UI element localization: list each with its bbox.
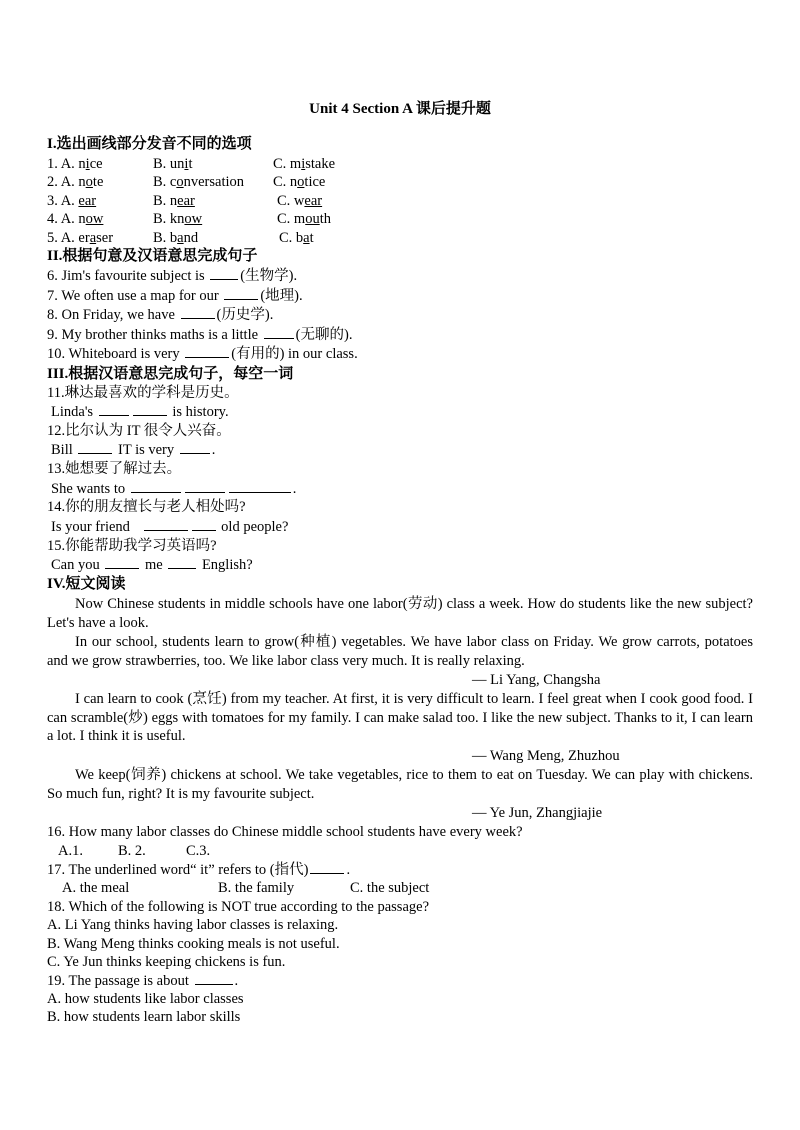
q5-option-c[interactable]: C. bat [279, 230, 314, 246]
question-17-option-a[interactable]: A. the meal [62, 880, 130, 896]
answer-blank[interactable] [210, 267, 238, 280]
answer-blank[interactable] [99, 403, 129, 416]
passage-signature-3: — Ye Jun, Zhangjiajie [472, 805, 603, 821]
passage-signature-2: — Wang Meng, Zhuzhou [472, 748, 620, 764]
question-13: She wants to . [51, 481, 297, 497]
question-12: Bill IT is very . [51, 442, 216, 458]
question-10: 10. Whiteboard is very (有用的) in our class. [47, 346, 358, 362]
q1-option-a[interactable]: 1. A. nice [47, 156, 103, 172]
q2-option-b[interactable]: B. conversation [153, 174, 245, 190]
q3-option-c[interactable]: C. wear [277, 193, 323, 209]
q1-option-c[interactable]: C. mistake [273, 156, 336, 172]
q4-option-b[interactable]: B. know [153, 211, 203, 227]
passage-paragraph-3: I can learn to cook (烹饪) from my teacher. At first, it is very difficult to learn. I feel great when I cook good food. I can scramble(炒) eggs with tomatoes for my family. I can make salad too. I like the new subject. Thanks to it, I can learn a lot. I think it is useful. [47, 691, 753, 744]
section-4-heading: IV.短文阅读 [47, 576, 126, 592]
section-3-heading: III.根据汉语意思完成句子，每空一词 [47, 366, 294, 382]
question-17-option-b[interactable]: B. the family [218, 880, 295, 896]
question-17-option-c[interactable]: C. the subject [350, 880, 430, 896]
answer-blank[interactable] [105, 556, 139, 569]
answer-blank[interactable] [224, 287, 258, 300]
question-19-option-b[interactable]: B. how students learn labor skills [47, 1009, 241, 1025]
answer-blank[interactable] [264, 326, 294, 339]
answer-blank[interactable] [185, 345, 229, 358]
question-19: 19. The passage is about . [47, 973, 239, 989]
passage-paragraph-1: Now Chinese students in middle schools have one labor(劳动) class a week. How do students like the new subject? Let's have a look. [47, 596, 753, 631]
question-16-option-b[interactable]: B. 2. [118, 843, 146, 859]
question-14: Is your friend old people? [51, 519, 289, 535]
answer-blank[interactable] [133, 403, 167, 416]
answer-blank[interactable] [310, 861, 344, 874]
question-18: 18. Which of the following is NOT true according to the passage? [47, 899, 430, 915]
answer-blank[interactable] [180, 441, 210, 454]
section-2-heading: II.根据句意及汉语意思完成句子 [47, 248, 258, 264]
question-6: 6. Jim's favourite subject is (生物学). [47, 268, 298, 284]
question-13-chinese: 13.她想要了解过去。 [47, 461, 182, 477]
question-7: 7. We often use a map for our (地理). [47, 288, 303, 304]
question-9: 9. My brother thinks maths is a little (无聊的). [47, 327, 353, 343]
answer-blank[interactable] [78, 441, 112, 454]
question-17: 17. The underlined word“ it” refers to (指代) . [47, 862, 351, 878]
answer-blank[interactable] [144, 518, 188, 531]
q2-option-c[interactable]: C. notice [273, 174, 326, 190]
passage-signature-1: — Li Yang, Changsha [472, 672, 601, 688]
question-11: Linda's is history. [51, 404, 229, 420]
question-15-chinese: 15.你能帮助我学习英语吗? [47, 538, 217, 554]
question-12-chinese: 12.比尔认为 IT 很令人兴奋。 [47, 423, 231, 439]
question-11-chinese: 11.琳达最喜欢的学科是历史。 [47, 385, 239, 401]
q3-option-b[interactable]: B. near [153, 193, 195, 209]
answer-blank[interactable] [192, 518, 216, 531]
answer-blank[interactable] [131, 480, 181, 493]
question-18-option-b[interactable]: B. Wang Meng thinks cooking meals is not useful. [47, 936, 340, 952]
answer-blank[interactable] [185, 480, 225, 493]
answer-blank[interactable] [195, 972, 233, 985]
question-14-chinese: 14.你的朋友擅长与老人相处吗? [47, 499, 246, 515]
question-18-option-a[interactable]: A. Li Yang thinks having labor classes is relaxing. [47, 917, 339, 933]
q3-option-a[interactable]: 3. A. ear [47, 193, 97, 209]
passage-paragraph-4: We keep(饲养) chickens at school. We take vegetables, rice to them to eat on Tuesday. We can play with chickens. So much fun, right? It is my favourite subject. [47, 767, 753, 802]
question-8: 8. On Friday, we have (历史学). [47, 307, 274, 323]
passage-paragraph-2: In our school, students learn to grow(种植) vegetables. We have labor class on Friday. We grow carrots, potatoes and we grow strawberries, too. We like labor class very much. It is really relaxing. [47, 634, 753, 669]
question-15: Can you me English? [51, 557, 253, 573]
page-title: Unit 4 Section A 课后提升题 [309, 101, 491, 117]
question-16-option-c[interactable]: C.3. [186, 843, 211, 859]
q5-option-a[interactable]: 5. A. eraser [47, 230, 114, 246]
q5-option-b[interactable]: B. band [153, 230, 199, 246]
answer-blank[interactable] [168, 556, 196, 569]
q4-option-a[interactable]: 4. A. now [47, 211, 104, 227]
section-1-heading: I.选出画线部分发音不同的选项 [47, 136, 252, 152]
q2-option-a[interactable]: 2. A. note [47, 174, 104, 190]
answer-blank[interactable] [229, 480, 291, 493]
question-18-option-c[interactable]: C. Ye Jun thinks keeping chickens is fun. [47, 954, 286, 970]
question-19-option-a[interactable]: A. how students like labor classes [47, 991, 244, 1007]
question-16-option-a[interactable]: A.1. [58, 843, 83, 859]
q4-option-c[interactable]: C. mouth [277, 211, 331, 227]
q1-option-b[interactable]: B. unit [153, 156, 193, 172]
question-16: 16. How many labor classes do Chinese middle school students have every week? [47, 824, 523, 840]
answer-blank[interactable] [181, 306, 215, 319]
